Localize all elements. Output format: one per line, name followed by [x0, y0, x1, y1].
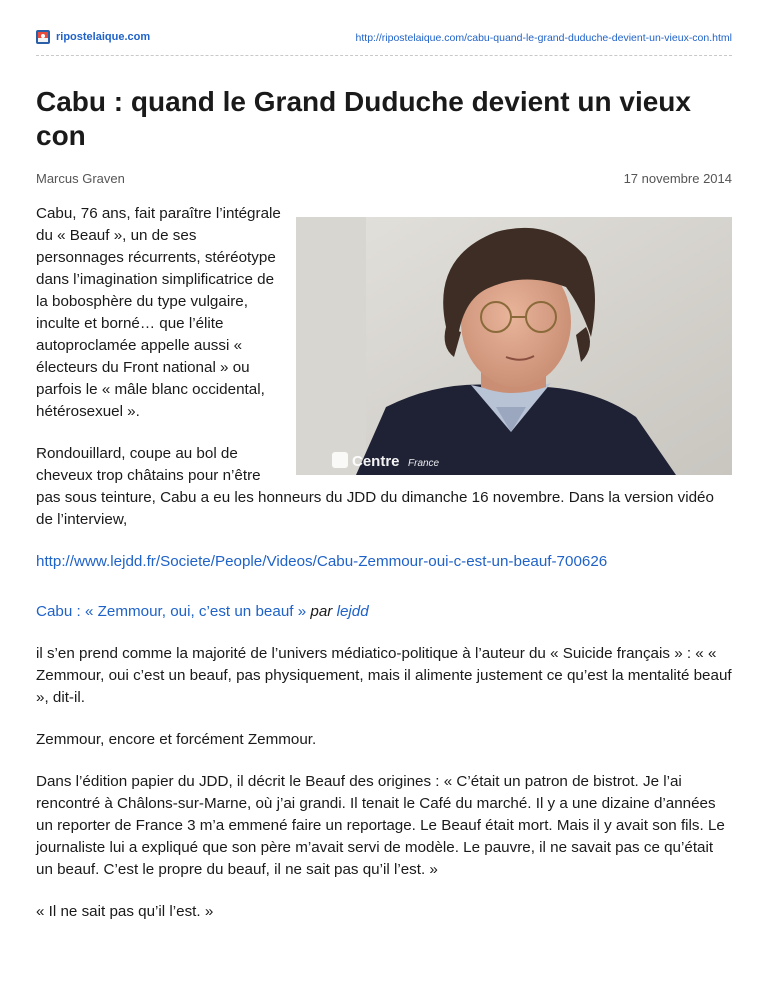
paragraph-3: il s’en prend comme la majorité de l’univers médiatico-politique à l’auteur du « Suicide français » : « « Zemmour, oui c’est un beauf, pas physiquement, mais il alimente justement ce qu’est la mentalité beauf », dit-il.: [36, 645, 732, 706]
paragraph-5: Dans l’édition papier du JDD, il décrit le Beauf des origines : « C’était un patron de bistrot. Je l’ai rencontré à Châlons-sur-Marne, où j’ai grandi. Il tenait le Café du marché. Il y a une dizaine d’années un reporter de France 3 m’a emmené faire un reportage. Le Beauf était mort. Mais il y avait son fils. Le journaliste lui a expliqué que son père m’avait servi de modèle. Le pauvre, il ne savait pas ce qu’était un beauf. C’est le propre du beauf, il ne sait pas qu’il l’est. »: [36, 773, 725, 878]
site-logo-icon: [36, 30, 50, 44]
header-bar: [36, 30, 732, 52]
video-par: par: [310, 603, 333, 620]
video-author-link[interactable]: lejdd: [336, 603, 369, 620]
article-date: 17 novembre 2014: [623, 171, 732, 186]
article-body: [36, 203, 732, 943]
portrait-image: [296, 217, 732, 475]
paragraph-1: Cabu, 76 ans, fait paraître l’intégrale du « Beauf », un de ses personnages récurrents, stéréotype dans l’imagination simplificatrice de la bobosphère du type vulgaire, inculte et borné… que l’élite autoproclamée appelle aussi « électeurs du Front national » ou parfois le « mâle blanc occidental, hétérosexuel ».: [36, 205, 281, 420]
site-link[interactable]: [36, 30, 150, 44]
watermark-text: Centre: [352, 453, 400, 470]
watermark-subtext: France: [408, 458, 440, 469]
video-title-link[interactable]: Cabu : « Zemmour, oui, c’est un beauf »: [36, 603, 307, 620]
link-paragraph: [36, 551, 732, 573]
paragraph-6: « Il ne sait pas qu’il l’est. »: [36, 903, 214, 920]
jdd-video-link[interactable]: http://www.lejdd.fr/Societe/People/Videos/Cabu-Zemmour-oui-c-est-un-beauf-700626: [36, 553, 608, 570]
header-divider: [36, 55, 732, 56]
site-name[interactable]: ripostelaique.com: [56, 31, 151, 43]
article-meta: [36, 171, 732, 186]
article-author: Marcus Graven: [36, 171, 125, 186]
page-url[interactable]: http://ripostelaique.com/cabu-quand-le-grand-duduche-devient-un-vieux-con.html: [355, 32, 732, 44]
article-photo: [296, 217, 732, 475]
paragraph-4: Zemmour, encore et forcément Zemmour.: [36, 731, 317, 748]
paragraph-2: Rondouillard, coupe au bol de cheveux trop châtains pour n’être pas sous teinture, Cabu a eu les honneurs du JDD du dimanche 16 novembre. Dans la version vidéo de l’interview,: [36, 445, 714, 528]
video-caption: [36, 601, 732, 623]
article-title: Cabu : quand le Grand Duduche devient un vieux con: [36, 86, 691, 151]
